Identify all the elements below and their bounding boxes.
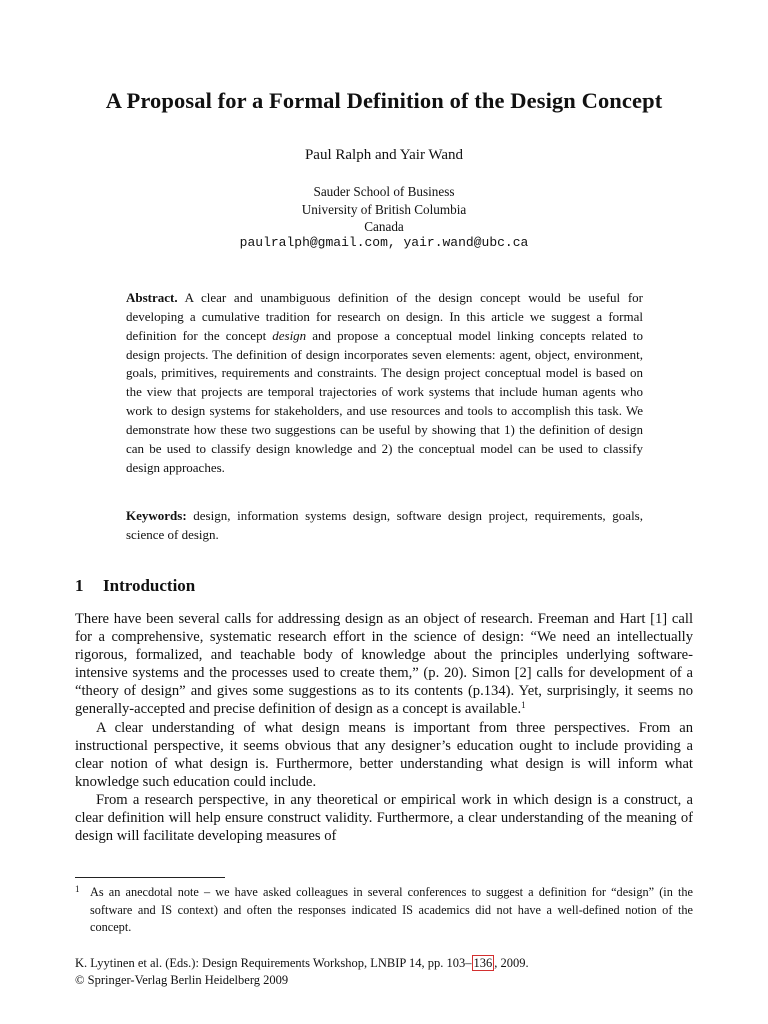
citation-year: , 2009. <box>494 956 529 970</box>
citation-text: K. Lyytinen et al. (Eds.): Design Requirements Workshop, LNBIP 14, pp. 103– <box>75 956 472 970</box>
affiliation-country: Canada <box>364 219 404 234</box>
keywords-label: Keywords: <box>126 508 187 523</box>
paragraph-3: From a research perspective, in any theoretical or empirical work in which design is a construct, a clear definition will help ensure construct validity. Furthermore, a clear understanding of the meaning of design will facilitate developing measures of <box>75 791 693 845</box>
footnote <box>75 884 693 937</box>
author-affiliation <box>0 183 768 236</box>
page-range-link[interactable]: 136 <box>473 956 493 970</box>
footnote-mark: 1 <box>75 884 80 894</box>
footnote-divider <box>75 877 225 878</box>
affiliation-school: Sauder School of Business <box>313 184 455 199</box>
footnote-text: As an anecdotal note – we have asked colleagues in several conferences to suggest a definition for “design” (in the software and IS context) and often the responses indicated IS academics did not have a well-defined notion of the concept. <box>90 885 693 934</box>
abstract-label: Abstract. <box>126 290 178 305</box>
paragraph-1 <box>75 610 693 719</box>
section-heading <box>75 576 195 596</box>
citation-line-1 <box>75 955 529 972</box>
citation-info <box>75 955 529 989</box>
paragraph-1-text: There have been several calls for addressing design as an object of research. Freeman and Hart [1] call for a comprehensive, systematic research effort in the science of design: “We need an intellectually rigorous, formalized, and teachable body of knowledge about the principles underlying software-intensive systems and the processes used to create them,” (p. 20). Simon [2] calls for development of a “theory of design” and gives some suggestions as to its contents (p.134). Yet, surprisingly, it seems no generally-accepted and precise definition of design as a concept is available. <box>75 611 693 718</box>
abstract-text-1: A clear and unambiguous definition of the design concept would be useful for developing a cumulative tradition for research on design. In this article we suggest a formal definition for the concept <box>126 290 643 343</box>
paper-authors: Paul Ralph and Yair Wand <box>304 147 464 163</box>
section-title: Introduction <box>103 576 196 595</box>
footnote-ref[interactable]: 1 <box>521 700 526 711</box>
paragraph-2: A clear understanding of what design means is important from three perspectives. From an instructional perspective, it seems obvious that any designer’s education ought to include providing a clear notion of what design is. Furthermore, better understanding what design is will inform what knowledge such education could include. <box>75 719 693 790</box>
abstract-italic-term: design <box>272 327 307 343</box>
author-emails: paulralph@gmail.com, yair.wand@ubc.ca <box>239 235 529 250</box>
keywords-text: design, information systems design, software design project, requirements, goals, science of design. <box>126 508 643 542</box>
body-text <box>75 610 693 845</box>
keywords <box>126 507 643 544</box>
paper-title: A Proposal for a Formal Definition of the Design Concept <box>105 88 663 113</box>
abstract-text-2: and propose a conceptual model linking concepts related to design projects. The definition of design incorporates seven elements: agent, object, environment, goals, primitives, requirements and constraints. The design project conceptual model is based on the view that projects are temporal trajectories of work systems that include human agents who work to design systems for stakeholders, and use resources and tools to accomplish this task. We demonstrate how these two suggestions can be useful by showing that 1) the definition of design can be used to classify design knowledge and 2) the conceptual model can be used to classify design approaches. <box>126 327 643 475</box>
copyright-line: © Springer-Verlag Berlin Heidelberg 2009 <box>75 973 289 987</box>
abstract <box>126 289 643 477</box>
affiliation-university: University of British Columbia <box>301 201 467 217</box>
section-number: 1 <box>75 576 84 595</box>
